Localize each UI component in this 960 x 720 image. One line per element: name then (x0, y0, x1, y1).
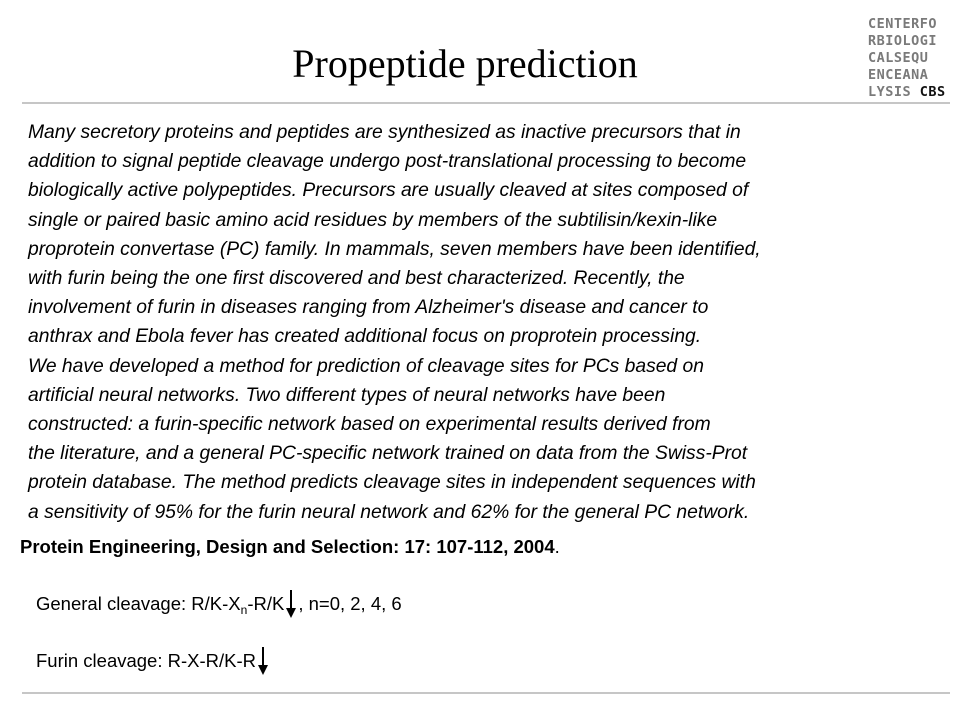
furin-cleavage-rule (36, 647, 270, 680)
logo-line-5 (868, 84, 946, 101)
abstract-line: We have developed a method for prediction of cleavage sites for PCs based on (28, 355, 704, 377)
citation (20, 536, 560, 558)
logo-brand: CBS (919, 84, 946, 100)
citation-end: . (554, 536, 560, 557)
cbs-logo (868, 16, 946, 101)
abstract-line: the literature, and a general PC-specific network trained on data from the Swiss-Prot (28, 443, 748, 465)
abstract-line: anthrax and Ebola fever has created additional focus on proprotein processing. (28, 326, 702, 348)
citation-text: Protein Engineering, Design and Selection: 17: 107-112, 2004 (20, 536, 555, 557)
bottom-divider (22, 692, 950, 694)
abstract-text (28, 118, 948, 527)
abstract-line: a sensitivity of 95% for the furin neural network and 62% for the general PC network. (28, 501, 750, 523)
general-cleavage-rule (36, 590, 402, 623)
general-cleavage-prefix: General cleavage: R/K-X (36, 593, 241, 614)
cleavage-arrow-icon (285, 590, 297, 623)
abstract-line: single or paired basic amino acid residues by members of the subtilisin/kexin-like (28, 209, 718, 231)
abstract-line: Many secretory proteins and peptides are synthesized as inactive precursors that in (28, 122, 741, 143)
logo-line-3: CALSEQU (868, 50, 929, 66)
general-cleavage-middle: -R/K (247, 593, 285, 614)
logo-line-4: ENCEANA (868, 67, 929, 83)
abstract-line: constructed: a furin-specific network based on experimental results derived from (28, 414, 711, 436)
abstract-line: protein database. The method predicts cleavage sites in independent sequences with (28, 472, 756, 494)
general-cleavage-subscript: n (240, 603, 248, 617)
cleavage-arrow-icon (257, 647, 269, 680)
abstract-line: involvement of furin in diseases ranging from Alzheimer's disease and cancer to (28, 297, 709, 319)
abstract-line: addition to signal peptide cleavage undergo post-translational processing to become (28, 151, 747, 173)
logo-line-1: CENTERFO (868, 16, 938, 32)
abstract-line: artificial neural networks. Two different types of neural networks have been (28, 384, 666, 406)
logo-line-5-prefix: LYSIS (868, 84, 920, 100)
abstract-line: with furin being the one first discovered and best characterized. Recently, the (28, 268, 685, 290)
slide-title: Propeptide prediction (292, 41, 638, 86)
top-divider (22, 102, 950, 104)
abstract-line: proprotein convertase (PC) family. In mammals, seven members have been identified, (28, 238, 761, 260)
abstract-line: biologically active polypeptides. Precursors are usually cleaved at sites composed of (28, 180, 749, 202)
general-cleavage-suffix: , n=0, 2, 4, 6 (298, 593, 402, 614)
logo-line-2: RBIOLOGI (868, 33, 938, 49)
furin-cleavage-text: Furin cleavage: R-X-R/K-R (36, 650, 257, 671)
